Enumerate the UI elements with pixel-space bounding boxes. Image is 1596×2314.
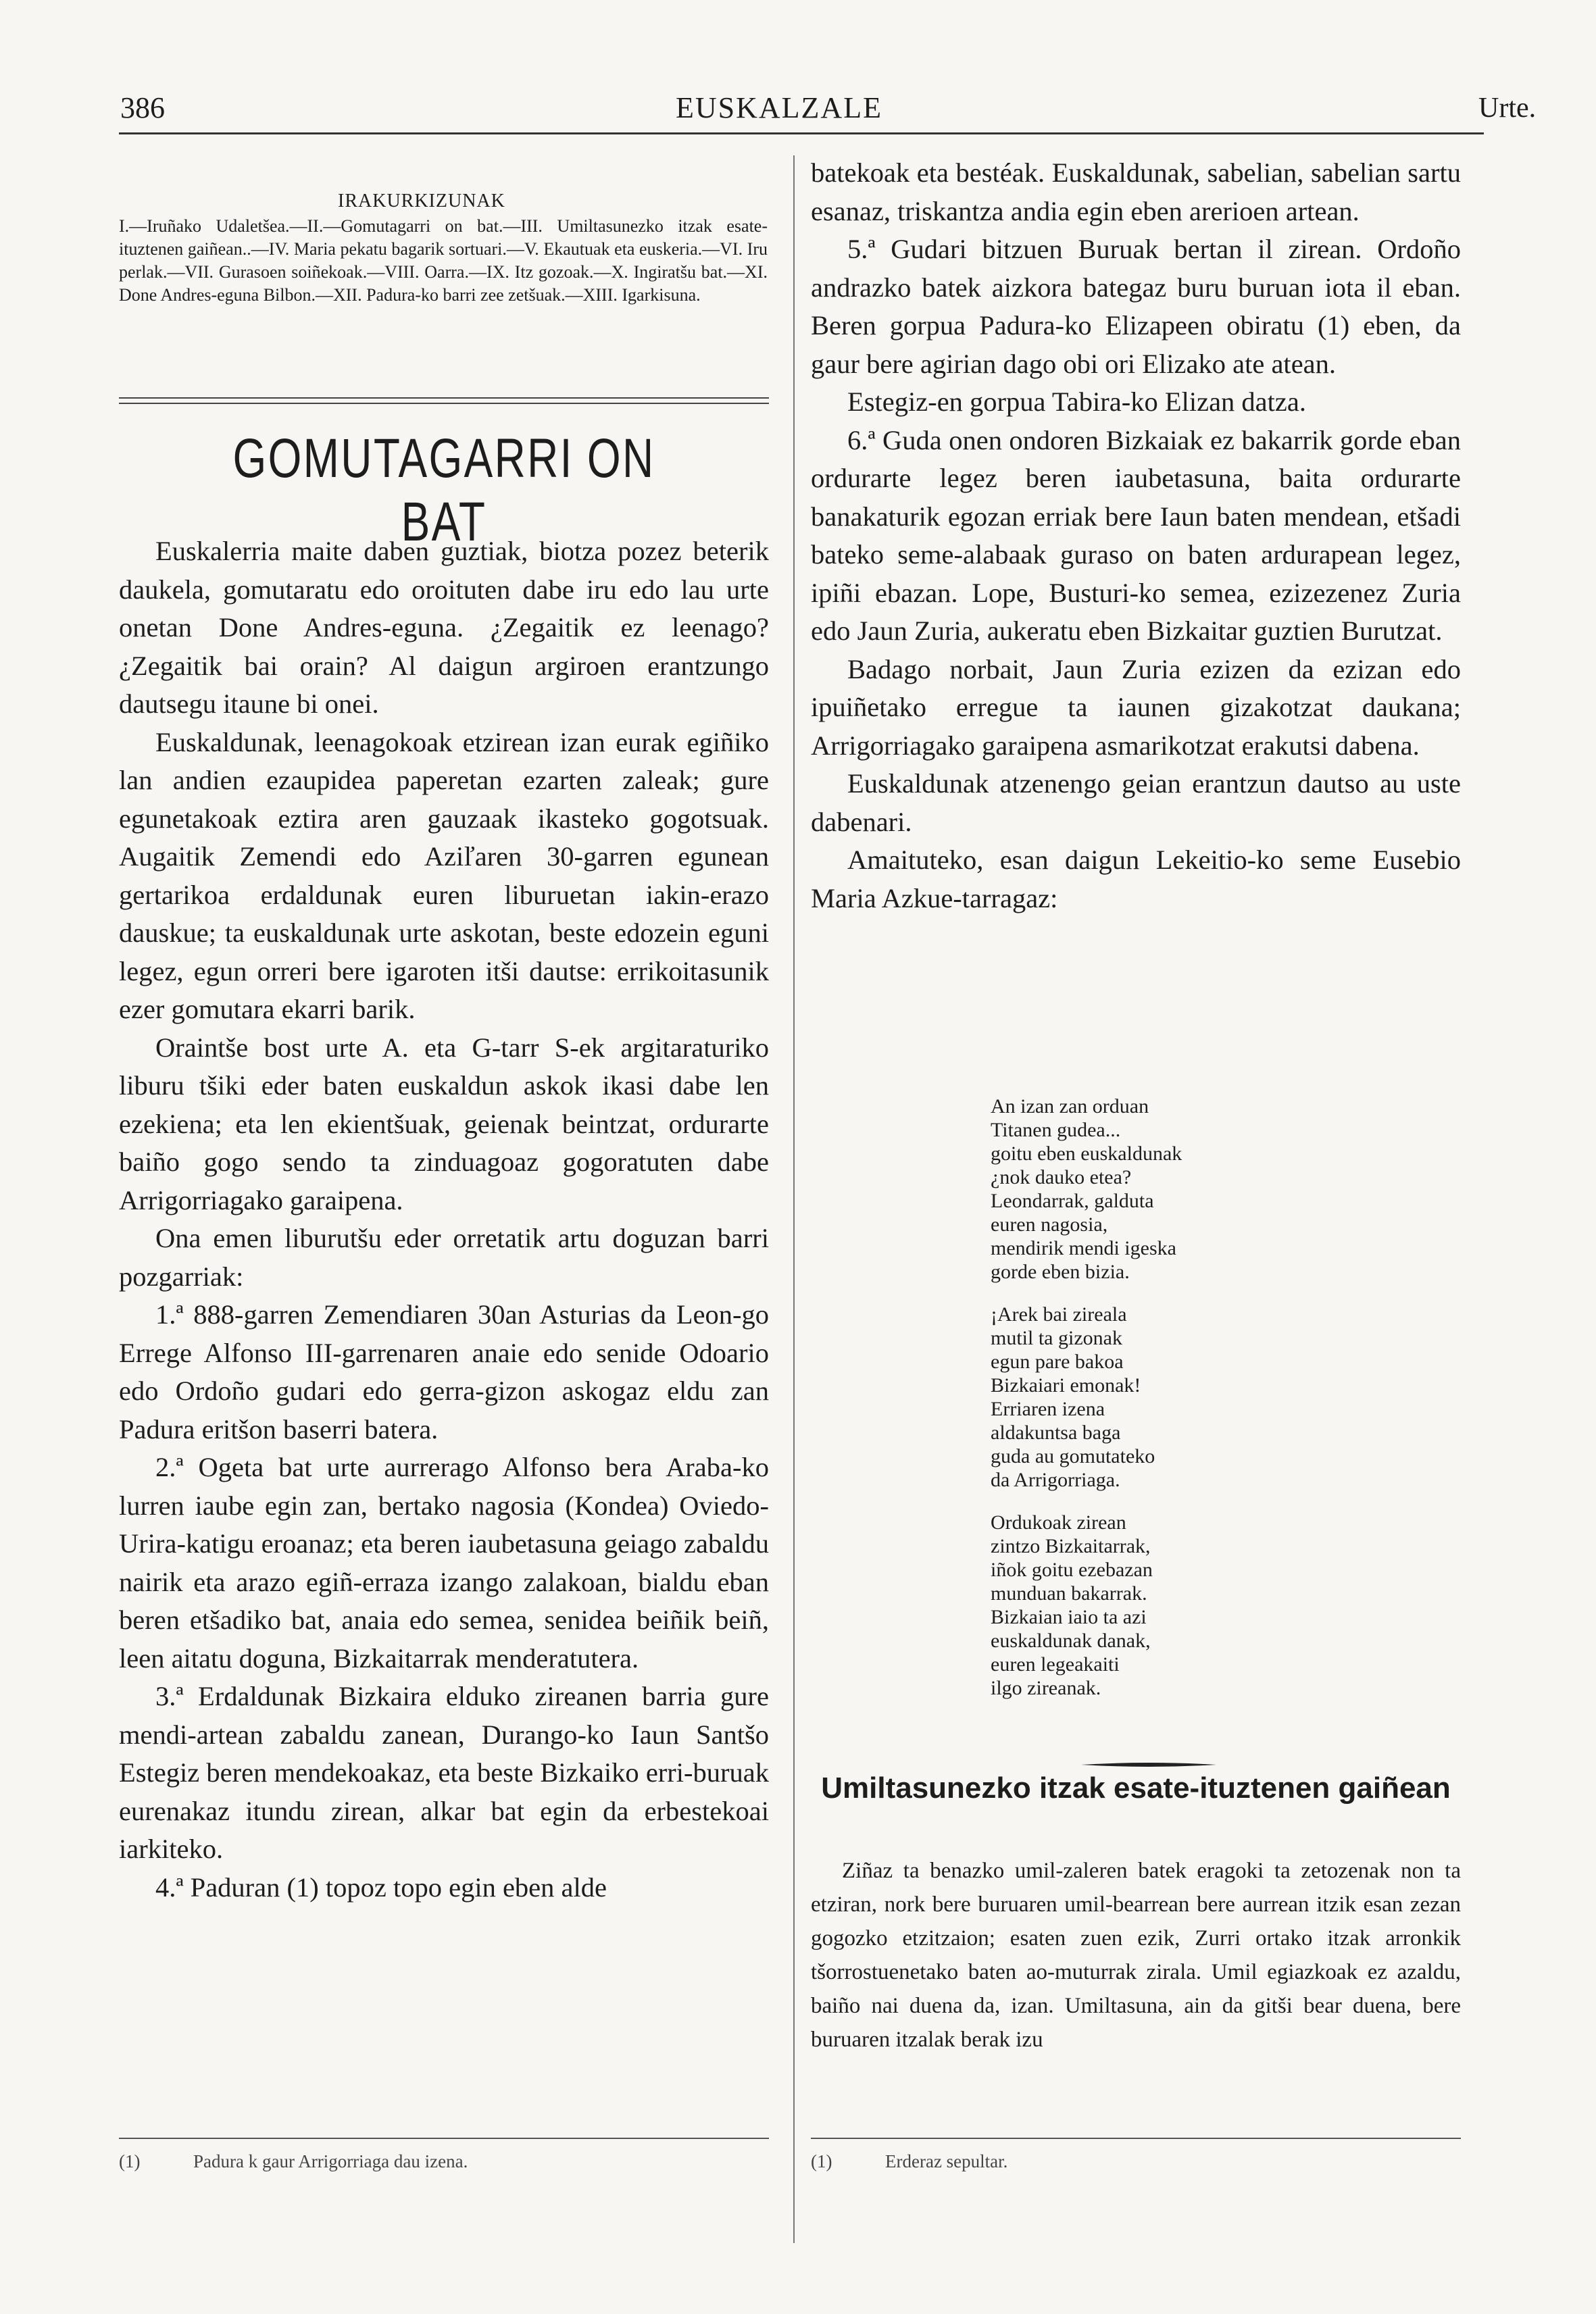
poem-line: goitu eben euskaldunak xyxy=(991,1142,1182,1165)
double-rule-top xyxy=(119,397,769,399)
right-column xyxy=(811,154,1461,917)
poem-line: da Arrigorriaga. xyxy=(991,1469,1120,1491)
article-title: GOMUTAGARRI ON BAT xyxy=(232,428,655,553)
section-body xyxy=(811,1854,1461,2057)
footnote-left xyxy=(119,2151,468,2172)
poem-stanza xyxy=(991,1303,1342,1492)
poem-line: munduan bakarrak. xyxy=(991,1582,1147,1605)
page-number: 386 xyxy=(120,91,165,124)
paragraph: Euskalerria maite daben guztiak, biotza pozez beterik daukela, gomutaratu edo oroituten dabe iru edo lau urte onetan Done Andres-eguna. ¿Zegaitik ez leenago? ¿Zegaitik bai orain? Al daigun argiroen erantzungo dautsegu itaune bi onei. xyxy=(119,536,769,719)
paragraph: 3.ª Erdaldunak Bizkaira elduko zireanen barria gure mendi-artean zabaldu zanean, Durango-ko Iaun Santšo Estegiz beren mendekoakaz, eta beste Bizkaiko erri-buruak eurenakaz itundu zirean, alkar bat egin da erbestekoai iarkiteko. xyxy=(119,1681,769,1864)
paragraph: 1.ª 888-garren Zemendiaren 30an Asturias da Leon-go Errege Alfonso III-garrenaren anaie edo senide Odoario edo Ordoño gudari edo gerra-gizon askogaz eldu zan Padura eritšon baserri batera. xyxy=(119,1299,769,1444)
poem-line: Titanen gudea... xyxy=(991,1119,1121,1141)
footnote-text: Padura k gaur Arrigorriaga dau izena. xyxy=(193,2151,468,2171)
footnote-mark: (1) xyxy=(119,2151,141,2171)
paragraph: Estegiz-en gorpua Tabira-ko Elizan datza. xyxy=(847,386,1306,417)
contents-heading: IRAKURKIZUNAK xyxy=(338,191,505,211)
double-rule-bottom xyxy=(119,403,769,404)
poem-stanza xyxy=(991,1095,1342,1284)
left-column xyxy=(119,532,769,1907)
paragraph: Amaituteko, esan daigun Lekeitio-ko seme Eusebio Maria Azkue-tarragaz: xyxy=(811,845,1461,913)
poem-line: egun pare bakoa xyxy=(991,1351,1124,1373)
paragraph: Oraintše bost urte A. eta G-tarr S-ek argitaraturiko liburu tšiki eder baten euskaldun askok ikasi dabe len ezekiena; eta len ekientšuak, geienak beintzat, ordurarte baiño gogo sendo ta zinduagoaz gogoratuten dabe Arrigorriagako garaipena. xyxy=(119,1032,769,1215)
footnote-rule xyxy=(811,2138,1461,2139)
poem-line: An izan zan orduan xyxy=(991,1095,1149,1117)
section-title: Umiltasunezko itzak esate-ituztenen gaiñean xyxy=(821,1771,1451,1805)
column-divider xyxy=(793,155,795,2243)
poem-line: Ordukoak zirean xyxy=(991,1511,1126,1534)
poem-line: gorde eben bizia. xyxy=(991,1261,1130,1283)
poem-line: mutil ta gizonak xyxy=(991,1327,1122,1349)
paragraph: Ona emen liburutšu eder orretatik artu doguzan barri pozgarriak: xyxy=(119,1223,769,1292)
paragraph: 4.ª Paduran (1) topoz topo egin eben alde xyxy=(155,1871,607,1903)
poem-line: Bizkaian iaio ta azi xyxy=(991,1606,1147,1628)
footnote-mark: (1) xyxy=(811,2151,832,2171)
poem-line: guda au gomutateko xyxy=(991,1445,1155,1467)
poem-line: zintzo Bizkaitarrak, xyxy=(991,1535,1151,1557)
poem-stanza xyxy=(991,1511,1342,1700)
paragraph: 6.ª Guda onen ondoren Bizkaiak ez bakarrik gorde eban ordurarte legez beren iaubetasuna, baita ordurarte banakaturik egozan erriak bere Iaun baten mendean, etšadi bateko seme-alabaak guraso on baten ardurapean legez, ipiñi ebazan. Lope, Busturi-ko semea, ezizezenez Zuria edo Jaun Zuria, aukeratu eben Bizkaitar guztien Burutzat. xyxy=(811,424,1461,646)
paragraph: Euskaldunak, leenagokoak etzirean izan eurak egiñiko lan andien ezaupidea paperetan ezarten zaleak; gure egunetakoak eztira aren gauzaak ikasteko gogotsuak. Augaitik Zemendi edo Aziľaren 30-garren egunean gertarikoa erdaldunak euren liburuetan iakin-erazo dauskue; ta euskaldunak urte askotan, beste edozein eguni legez, egun orreri bere igaroten itši dautse: errikoitasunik ezer gomutara ekarri barik. xyxy=(119,726,769,1024)
poem-line: Bizkaiari emonak! xyxy=(991,1374,1141,1397)
poem-line: ¡Arek bai zireala xyxy=(991,1303,1127,1326)
contents-text: I.—Iruñako Udaletšea.—II.—Gomutagarri on bat.—III. Umiltasunezko itzak esate-ituztenen gaiñean..—IV. Maria pekatu bagarik sortuari.—V. Ekautuak eta euskeria.—VI. Iru perlak.—VII. Gurasoen soiñekoak.—VIII. Oarra.—IX. Itz gozoak.—X. Ingiratšu bat.—XI. Done Andres-eguna Bilbon.—XII. Padura-ko barri zee zetšuak.—XIII. Igarkisuna. xyxy=(119,216,768,305)
footnote-text: Erderaz sepultar. xyxy=(885,2151,1008,2171)
footnote-right xyxy=(811,2151,1007,2172)
paragraph: Ziñaz ta benazko umil-zaleren batek eragoki ta zetozenak non ta etziran, nork bere buruaren umil-bearrean bere aurrean itzik esan zezan gogozko etzitzaion; esaten zuen ezik, Zurri ortako itzak arronkik tšorrostuenetako baten ao-muturrak zirala. Umil egiazkoak ez azaldu, baiño nai duena da, izan. Umiltasuna, ain da gitši bear duena, bere buruaren itzalak berak izu xyxy=(811,1859,1461,2052)
poem-line: ¿nok dauko etea? xyxy=(991,1166,1132,1188)
poem-line: Leondarrak, galduta xyxy=(991,1190,1154,1212)
header-right: Urte. xyxy=(1478,93,1537,124)
poem-line: mendirik mendi igeska xyxy=(991,1237,1176,1259)
poem-line: ilgo zireanak. xyxy=(991,1677,1101,1699)
poem-line: aldakuntsa baga xyxy=(991,1422,1121,1444)
poem-line: iñok goitu ezebazan xyxy=(991,1559,1153,1581)
footnote-rule xyxy=(119,2138,769,2139)
poem-line: Erriaren izena xyxy=(991,1398,1105,1420)
paragraph: Badago norbait, Jaun Zuria ezizen da ezizan edo ipuiñetako erregue ta iaunen gizakotzat daukana; Arrigorriagako garaipena asmarikotzat erakutsi dabena. xyxy=(811,653,1461,761)
paragraph: batekoak eta bestéak. Euskaldunak, sabelian, sabelian sartu esanaz, triskantza andia egin eben arerioen artean. xyxy=(811,157,1461,226)
poem-line: euren nagosia, xyxy=(991,1213,1108,1236)
paragraph: 5.ª Gudari bitzuen Buruak bertan il zirean. Ordoño andrazko batek aizkora bategaz buru buruan iota il eban. Beren gorpua Padura-ko Elizapeen obiratu (1) eben, da gaur bere agirian dago obi ori Elizako ate atean. xyxy=(811,234,1461,379)
paragraph: 2.ª Ogeta bat urte aurrerago Alfonso bera Araba-ko lurren iaube egin zan, bertako nagosia (Kondea) Oviedo-Urira-katigu eroanaz; eta beren iaubetasuna geiago zabaldu nairik eta arazo egiñ-erraza izango zalakoan, bialdu eban beren etšadiko bat, anaia edo semea, senidea beiñik beiñ, leen aitatu doguna, Bizkaitarrak menderatutera. xyxy=(119,1452,769,1674)
journal-title: EUSKALZALE xyxy=(676,91,882,124)
header-rule xyxy=(119,132,1484,134)
poem-line: euren legeakaiti xyxy=(991,1653,1120,1676)
ornament-divider-icon xyxy=(1081,1761,1216,1769)
paragraph: Euskaldunak atzenengo geian erantzun dautso au uste dabenari. xyxy=(811,768,1461,837)
poem xyxy=(991,1095,1342,1719)
poem-line: euskaldunak danak, xyxy=(991,1630,1151,1652)
